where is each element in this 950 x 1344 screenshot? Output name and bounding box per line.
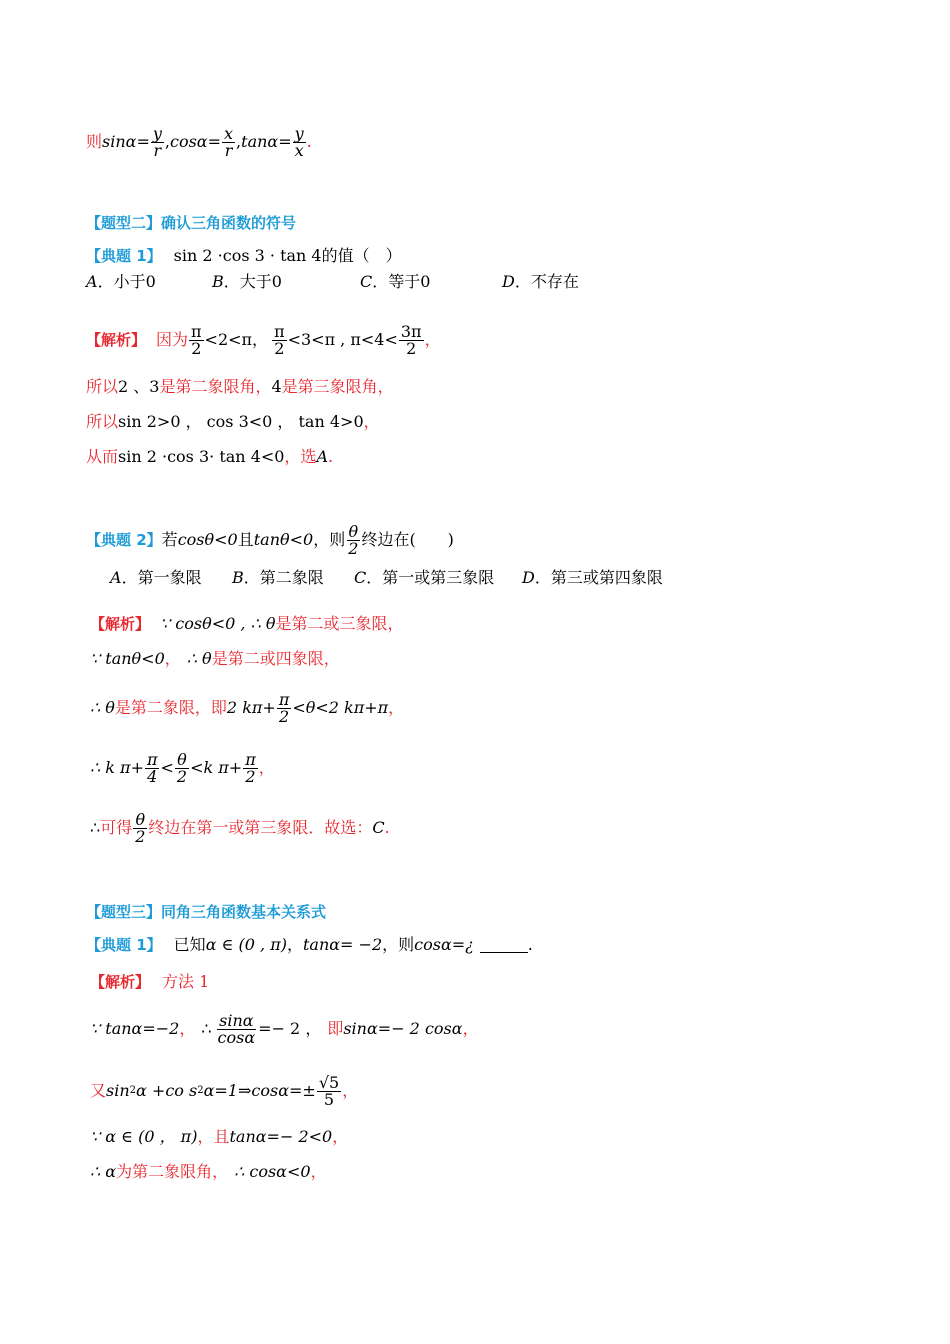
text: 即 — [327, 1019, 344, 1038]
section-title — [86, 902, 326, 922]
fraction — [175, 749, 189, 786]
text: 是第二或四象限， — [211, 649, 340, 668]
option-b — [232, 568, 324, 588]
option-letter: B — [232, 568, 244, 587]
text: ，且 — [197, 1127, 230, 1146]
denominator: r — [224, 140, 233, 160]
math: < — [160, 758, 174, 777]
text: ， — [342, 1081, 359, 1100]
math: ∵ tanθ<0 — [90, 649, 165, 668]
heading: 【题型三】同角三角函数基本关系式 — [86, 903, 327, 921]
text: 终边在第一或第三象限．故选： — [148, 818, 373, 837]
option-text: ．等于0 — [372, 272, 431, 291]
solution-line — [90, 1006, 479, 1052]
fraction — [277, 689, 292, 726]
text: 是第三象限角， — [281, 377, 394, 396]
option-c — [354, 568, 494, 588]
denominator: cosα — [217, 1027, 256, 1047]
section-title — [86, 213, 296, 233]
text: 是第二或三象限， — [275, 614, 404, 633]
math: 2 、3 — [118, 377, 160, 396]
math: = — [278, 132, 292, 151]
denominator: 4 — [147, 766, 158, 786]
math: ∴ θ — [186, 649, 212, 668]
math: tanθ<0 — [253, 530, 314, 549]
question-line — [86, 518, 454, 562]
text: ， — [462, 1019, 479, 1038]
fraction — [151, 123, 164, 160]
denominator: 2 — [191, 338, 202, 358]
text: 因为 — [156, 330, 189, 349]
text: . — [306, 132, 312, 151]
fraction — [145, 749, 160, 786]
math: ∴ α — [90, 1162, 117, 1181]
text: 则 — [86, 132, 103, 151]
numerator: x — [224, 123, 234, 143]
denominator: 2 — [135, 826, 146, 846]
option-letter: C — [360, 272, 373, 291]
fraction — [243, 749, 258, 786]
math: ∵ tanα=−2 — [90, 1019, 180, 1038]
solution-line — [90, 1066, 358, 1116]
solution-line — [86, 377, 394, 397]
math: ∴ cosα<0 — [234, 1162, 311, 1181]
option-text: ．大于0 — [223, 272, 282, 291]
solution-line — [86, 318, 441, 362]
text: . — [527, 935, 533, 954]
option-letter: D — [502, 272, 515, 291]
math: α=1⇒cosα=± — [203, 1081, 316, 1100]
text: ，选 — [284, 447, 317, 466]
fraction — [133, 809, 147, 846]
heading: 【题型二】确认三角函数的符号 — [86, 214, 297, 232]
numerator: sinα — [219, 1010, 254, 1030]
option-letter: A — [86, 272, 98, 291]
text: 从而 — [86, 447, 119, 466]
text: 若 — [161, 530, 178, 549]
fraction — [222, 123, 235, 160]
math: α ∈ (0 , π) — [205, 935, 287, 954]
math: =− 2 ， — [258, 1019, 322, 1038]
math: , — [236, 132, 242, 151]
example-tag: 【典题 2】 — [86, 531, 162, 549]
text: ， — [388, 698, 405, 717]
option-text: ．第一象限 — [121, 568, 202, 587]
text: 终边在( ) — [361, 530, 454, 549]
question-text: sin 2 ·cos 3 · tan 4的值（ ） — [173, 246, 402, 265]
numerator: π — [245, 749, 256, 769]
text: ， — [179, 1019, 196, 1038]
math: ∴ — [201, 1019, 212, 1038]
math: 4 — [271, 377, 282, 396]
example-tag: 【典题 1】 — [86, 247, 162, 265]
numerator: θ — [177, 749, 187, 769]
denominator: 2 — [245, 766, 256, 786]
text: ， — [332, 1127, 349, 1146]
math: <2<π， — [204, 330, 269, 349]
option-text: ．小于0 — [97, 272, 156, 291]
text: ， — [310, 1162, 327, 1181]
text: . — [328, 447, 334, 466]
fraction — [399, 321, 424, 358]
fraction — [346, 521, 360, 558]
text: ， — [363, 412, 380, 431]
option-letter: A — [110, 568, 122, 587]
fraction — [293, 123, 306, 160]
text: ， — [258, 758, 275, 777]
numerator: θ — [348, 521, 359, 541]
option-d — [522, 568, 663, 588]
math: tanα — [241, 132, 279, 151]
solution-line — [90, 972, 209, 992]
option-text: ．第三或第四象限 — [534, 568, 663, 587]
text: 方法 1 — [162, 972, 210, 991]
denominator: x — [294, 140, 304, 160]
solution-line — [90, 806, 390, 850]
fraction — [216, 1010, 258, 1047]
option-text: ．第一或第三象限 — [366, 568, 495, 587]
numerator: π — [278, 689, 290, 709]
math: cosα=¿ — [414, 935, 474, 954]
option-b — [212, 272, 282, 292]
solution-tag: 【解析】 — [90, 615, 151, 633]
text: ， — [424, 330, 441, 349]
denominator: 5 — [323, 1089, 335, 1109]
option-letter: B — [212, 272, 224, 291]
solution-line — [90, 1162, 327, 1182]
text: 是第二象限角， — [159, 377, 272, 396]
fraction — [189, 321, 204, 358]
text: ，则 — [313, 530, 346, 549]
option-a — [110, 568, 202, 588]
math: sinα=− 2 cosα — [343, 1019, 463, 1038]
math: ∵ cosθ<0 , ∴ θ — [160, 614, 276, 633]
solution-line — [90, 746, 275, 790]
text: 是第二象限，即 — [114, 698, 227, 717]
math: sin 2 ·cos 3· tan 4<0 — [118, 447, 285, 466]
text: 又 — [90, 1081, 107, 1100]
math: ∴ — [90, 818, 101, 837]
numerator: π — [274, 321, 285, 341]
text: ， — [164, 649, 181, 668]
numerator: y — [294, 123, 304, 143]
text: 为第二象限角， — [116, 1162, 229, 1181]
math: sinα — [102, 132, 137, 151]
solution-line — [90, 1127, 348, 1147]
text: 且 — [237, 530, 254, 549]
option-d — [502, 272, 579, 292]
math: tanα=− 2<0 — [229, 1127, 333, 1146]
answer-letter: A — [316, 447, 329, 466]
example-tag: 【典题 1】 — [86, 936, 162, 954]
text: . — [384, 818, 390, 837]
math: tanα= −2 — [302, 935, 383, 954]
text: 已知 — [173, 935, 206, 954]
math: sin 2>0 ， cos 3<0 ， tan 4>0 — [118, 412, 364, 431]
solution-line — [90, 686, 404, 730]
option-c — [360, 272, 430, 292]
math: <k π+ — [190, 758, 243, 777]
text: 所以 — [86, 377, 119, 396]
text: 所以 — [86, 412, 119, 431]
denominator: 2 — [278, 706, 290, 726]
option-letter: C — [354, 568, 367, 587]
fraction — [272, 321, 287, 358]
math: <θ<2 kπ+π — [292, 698, 389, 717]
denominator: 2 — [348, 538, 359, 558]
denominator: 2 — [406, 338, 417, 358]
solution-tag: 【解析】 — [90, 973, 151, 991]
exponent: 2 — [129, 1085, 137, 1096]
math: 2 kπ+ — [226, 698, 276, 717]
solution-line — [90, 649, 340, 669]
exponent: 2 — [197, 1085, 204, 1096]
math: = — [207, 132, 222, 151]
question-line — [86, 246, 402, 266]
math: = — [136, 132, 150, 151]
option-text: ．第二象限 — [243, 568, 324, 587]
math: cosα — [170, 132, 208, 151]
text: ， — [286, 935, 303, 954]
text: 可得 — [100, 818, 133, 837]
numerator: θ — [135, 809, 146, 829]
math: ∴ k π+ — [90, 758, 144, 777]
solution-line — [90, 614, 403, 634]
math: cosθ<0 — [177, 530, 238, 549]
solution-tag: 【解析】 — [86, 331, 147, 349]
option-letter: D — [522, 568, 535, 587]
numerator: √5 — [318, 1072, 340, 1092]
fraction — [317, 1072, 341, 1109]
denominator: 2 — [274, 338, 285, 358]
math: ∵ α ∈ (0 ， π) — [90, 1127, 198, 1146]
option-text: ．不存在 — [514, 272, 579, 291]
denominator: 2 — [176, 766, 188, 786]
question-line — [86, 935, 533, 955]
numerator: π — [191, 321, 202, 341]
option-a — [86, 272, 156, 292]
math: <3<π , π<4< — [287, 330, 398, 349]
answer-letter: C — [372, 818, 385, 837]
solution-line — [86, 447, 333, 467]
math: , — [164, 132, 170, 151]
answer-blank — [480, 938, 528, 953]
text: ，则 — [382, 935, 415, 954]
denominator: r — [153, 140, 162, 160]
numerator: y — [152, 123, 162, 143]
math: α +co s — [136, 1081, 198, 1100]
math: sin — [106, 1081, 130, 1100]
top-formula — [86, 122, 312, 162]
numerator: π — [146, 749, 158, 769]
solution-line — [86, 412, 380, 432]
numerator: 3π — [400, 321, 422, 341]
math: ∴ θ — [90, 698, 115, 717]
